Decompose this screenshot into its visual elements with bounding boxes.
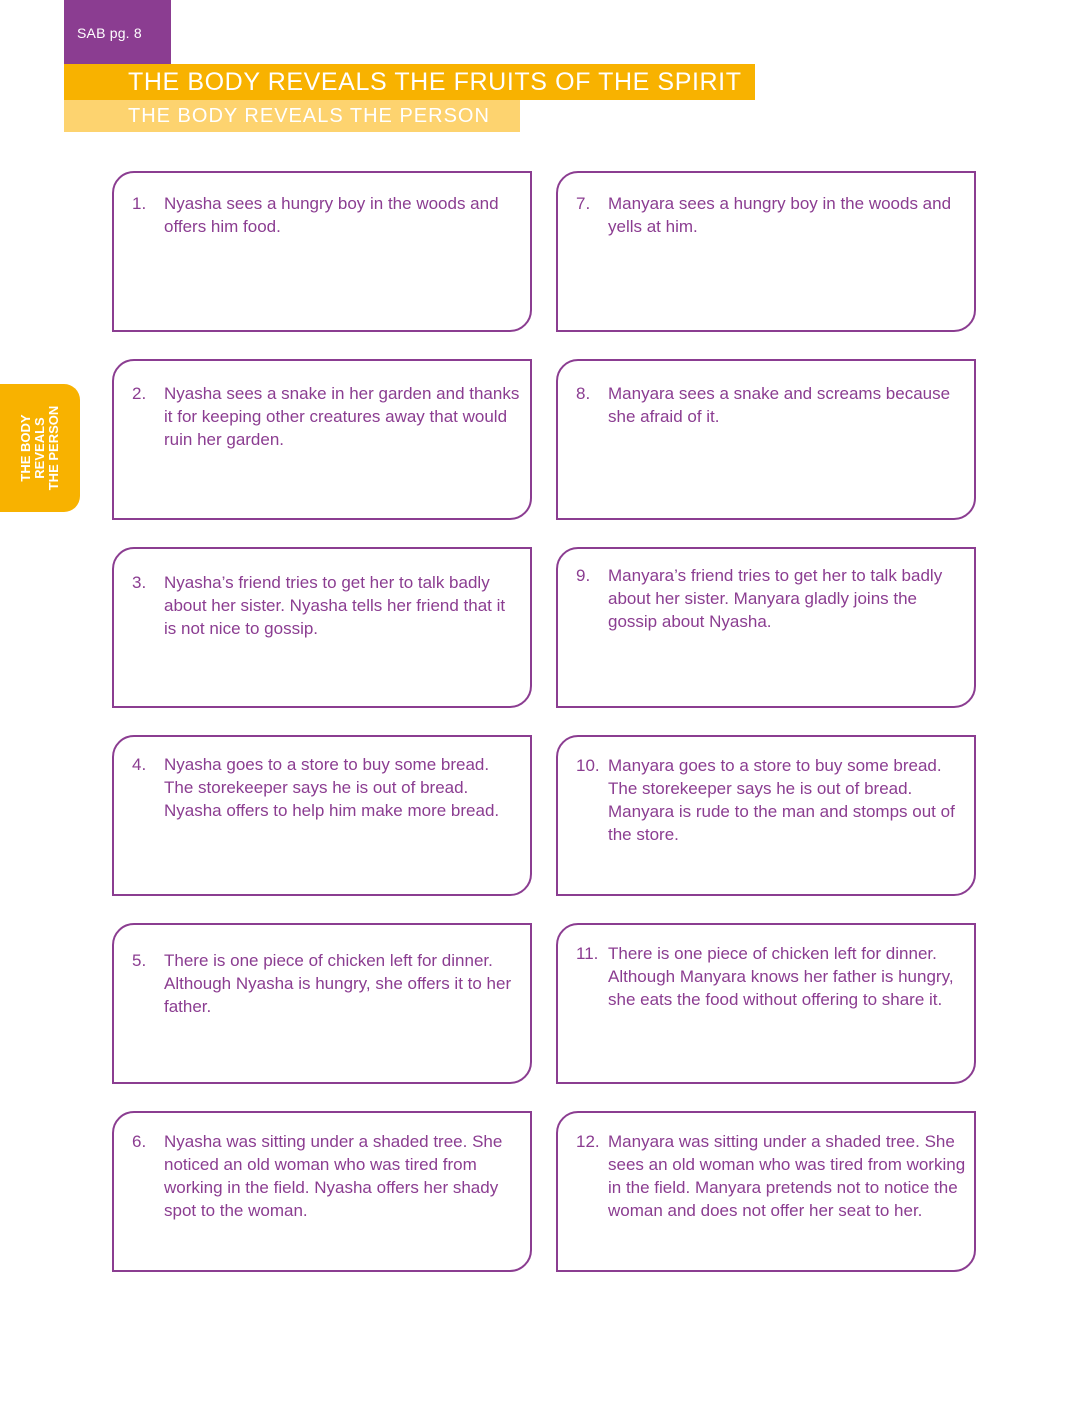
page-tag: SAB pg. 8 xyxy=(64,0,171,64)
card-11 xyxy=(556,923,976,1084)
card-number: 10. xyxy=(576,756,600,775)
card-text: There is one piece of chicken left for dinner. Although Nyasha is hungry, she offers it to her father. xyxy=(164,951,512,1016)
card-number: 2. xyxy=(132,384,147,403)
card-3 xyxy=(112,547,532,708)
card-2 xyxy=(112,359,532,520)
card-number: 12. xyxy=(576,1132,600,1151)
card-number: 4. xyxy=(132,755,147,774)
page-title: THE BODY REVEALS THE FRUITS OF THE SPIRIT xyxy=(128,68,742,96)
card-12 xyxy=(556,1111,976,1272)
card-number: 7. xyxy=(576,194,591,213)
side-tab xyxy=(0,384,80,512)
side-tab-line-3: THE PERSON xyxy=(46,405,61,491)
card-text: There is one piece of chicken left for dinner. Although Manyara knows her father is hungry, she eats the food without offering to share it. xyxy=(608,944,954,1009)
page-subtitle: THE BODY REVEALS THE PERSON xyxy=(128,105,490,127)
side-tab-line-1: THE BODY xyxy=(18,414,33,482)
card-text: Nyasha sees a snake in her garden and thanks it for keeping other creatures away that would ruin her garden. xyxy=(164,384,520,449)
card-number: 3. xyxy=(132,573,147,592)
card-number: 11. xyxy=(576,944,599,963)
card-text: Manyara sees a hungry boy in the woods and yells at him. xyxy=(608,194,952,236)
card-text: Nyasha goes to a store to buy some bread. The storekeeper says he is out of bread. Nyasha offers to help him make more bread. xyxy=(164,755,500,820)
card-text: Manyara sees a snake and screams because she afraid of it. xyxy=(608,384,951,426)
card-text: Manyara was sitting under a shaded tree. She sees an old woman who was tired from working in the field. Manyara pretends not to notice the woman and does not offer her seat to her. xyxy=(608,1132,966,1220)
card-8 xyxy=(556,359,976,520)
card-text: Nyasha was sitting under a shaded tree. She noticed an old woman who was tired from working in the field. Nyasha offers her shady spot to the woman. xyxy=(164,1132,503,1220)
card-text: Manyara goes to a store to buy some bread. The storekeeper says he is out of bread. Manyara is rude to the man and stomps out of the store. xyxy=(608,756,955,844)
card-number: 1. xyxy=(132,194,147,213)
card-text: Manyara’s friend tries to get her to talk badly about her sister. Manyara gladly joins the gossip about Nyasha. xyxy=(608,566,943,631)
card-10 xyxy=(556,735,976,896)
card-number: 8. xyxy=(576,384,591,403)
side-tab-label xyxy=(19,406,61,491)
card-number: 6. xyxy=(132,1132,147,1151)
card-number: 5. xyxy=(132,951,147,970)
card-1 xyxy=(112,171,532,332)
card-7 xyxy=(556,171,976,332)
card-4 xyxy=(112,735,532,896)
card-6 xyxy=(112,1111,532,1272)
card-9 xyxy=(556,547,976,708)
card-text: Nyasha sees a hungry boy in the woods and offers him food. xyxy=(164,194,499,236)
card-5 xyxy=(112,923,532,1084)
card-number: 9. xyxy=(576,566,591,585)
side-tab-line-2: REVEALS xyxy=(32,417,47,479)
card-text: Nyasha’s friend tries to get her to talk badly about her sister. Nyasha tells her friend that it is not nice to gossip. xyxy=(164,573,506,638)
